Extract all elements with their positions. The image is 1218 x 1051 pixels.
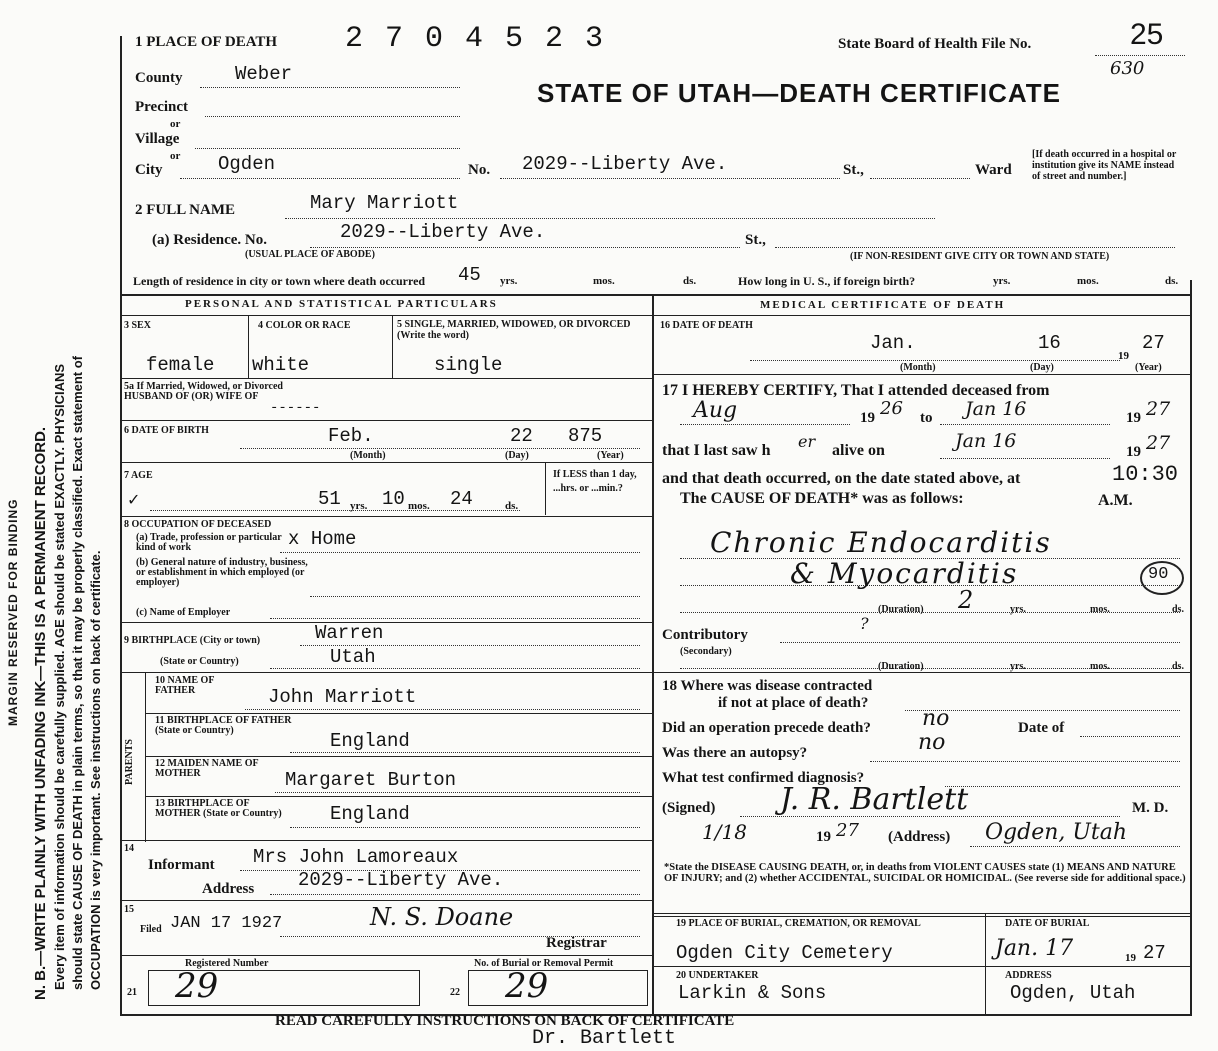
to-century: 19 [1126, 410, 1141, 426]
dob-year: 875 [568, 425, 603, 447]
file-no-2: 630 [1110, 58, 1145, 79]
duration-mos: mos. [1090, 604, 1110, 615]
age-days: 24 [450, 488, 473, 510]
age-mos-label: mos. [408, 500, 430, 512]
medical-heading: MEDICAL CERTIFICATE OF DEATH [760, 299, 1006, 311]
age-months: 10 [382, 488, 405, 510]
signed-century: 19 [816, 829, 831, 845]
yrs-label: yrs. [500, 275, 518, 287]
time-of-death: 10:30 [1112, 462, 1179, 487]
duration-yrs: yrs. [1010, 604, 1026, 615]
cause-label: The CAUSE OF DEATH* was as follows: [680, 490, 964, 507]
duration-label: (Duration) [878, 604, 924, 615]
mos-label: mos. [593, 275, 615, 287]
attended-to: Jan 16 [965, 398, 1027, 420]
residence-value: 2029--Liberty Ave. [340, 221, 546, 243]
precinct-label: Precinct [135, 99, 189, 115]
attended-from: Aug [693, 398, 738, 423]
registered-number-label: Registered Number [185, 958, 269, 969]
spouse-value: ------ [270, 400, 321, 416]
death-century: 19 [1118, 350, 1129, 362]
marital-value: single [434, 354, 503, 376]
margin-reserved: MARGIN RESERVED FOR BINDING [6, 498, 20, 726]
attended-to-year: 27 [1146, 398, 1171, 420]
death-month: Jan. [870, 332, 916, 354]
duration-value: 2 [958, 586, 974, 614]
item-22-number: 22 [450, 987, 460, 998]
burial-permit-box [468, 970, 648, 1006]
parents-label: PARENTS [124, 739, 135, 785]
registrar-label: Registrar [546, 935, 607, 951]
margin-nb: N. B.—WRITE PLAINLY WITH UNFADING INK—THIS IS A PERMANENT RECORD. [32, 426, 49, 1000]
contrib-yrs: yrs. [1010, 661, 1026, 672]
occupation-b-label: (b) General nature of industry, business, or establishment in which employed (or employer) [136, 557, 308, 588]
city-label: City [135, 162, 163, 178]
filed-label: Filed [140, 924, 162, 935]
birthplace-state-label: (State or Country) [160, 656, 239, 667]
to-label: to [920, 410, 933, 426]
county-label: County [135, 70, 183, 86]
cause-instructions-note: *State the DISEASE CAUSING DEATH, or, in deaths from VIOLENT CAUSES state (1) MEANS AND NATURE OF INJURY; and (2) whether ACCIDENTAL, SUICIDAL OR HOMICIDAL. (See reverse side for additional space.) [664, 862, 1186, 884]
autopsy-label: Was there an autopsy? [662, 745, 808, 761]
attended-from-year: 26 [880, 398, 903, 419]
sex-label: 3 SEX [124, 320, 151, 331]
death-day: 16 [1038, 332, 1061, 354]
duration-ds: ds. [1172, 604, 1184, 615]
cause-secondary-condition: & Myocarditis [790, 557, 1019, 590]
mother-birthplace-label: 13 BIRTHPLACE OF MOTHER (State or Country) [155, 798, 282, 819]
residence-label: (a) Residence. No. [152, 232, 267, 248]
certify-statement: 17 I HEREBY CERTIFY, That I attended deceased from [662, 382, 1050, 399]
informant-address-label: Address [202, 881, 255, 897]
or-label-2: or [170, 150, 181, 162]
father-value: John Marriott [268, 686, 417, 708]
contrib-ds: ds. [1172, 661, 1184, 672]
st-label: St., [843, 162, 864, 178]
margin-line4: OCCUPATION is very important. See instructions on back of certificate. [88, 550, 103, 990]
dob-month: Feb. [328, 425, 374, 447]
burial-place: Ogden City Cemetery [676, 942, 893, 964]
alive-century: 19 [1126, 444, 1141, 460]
full-name-label: 2 FULL NAME [135, 202, 236, 218]
age-label: 7 AGE [124, 470, 153, 481]
operation-date-label: Date of [1018, 720, 1065, 736]
certificate-title: STATE OF UTAH—DEATH CERTIFICATE [537, 78, 1061, 108]
age-years: 51 [318, 488, 341, 510]
spouse-label: 5a If Married, Widowed, or Divorced HUSBAND OF (OR) WIFE OF [124, 381, 283, 402]
informant-label: Informant [148, 857, 215, 873]
res-st-label: St., [745, 232, 766, 248]
marital-label: 5 SINGLE, MARRIED, WIDOWED, OR DIVORCED (Write the word) [397, 319, 631, 341]
autopsy-value: no [918, 730, 946, 755]
am-label: A.M. [1098, 492, 1133, 509]
file-no: 25 [1130, 18, 1164, 51]
color-label: 4 COLOR OR RACE [258, 320, 351, 331]
last-saw-pronoun: er [798, 432, 816, 451]
informant-value: Mrs John Lamoreaux [253, 846, 459, 868]
death-day-caption: (Day) [1030, 362, 1054, 373]
less-than-day-label: If LESS than 1 day, ...hrs. or ...min.? [553, 469, 637, 494]
death-year: 27 [1142, 332, 1165, 354]
signed-year: 27 [836, 820, 859, 841]
frame-right [1190, 280, 1192, 1016]
item-21-number: 21 [127, 987, 137, 998]
us-length-label: How long in U. S., if foreign birth? [738, 274, 916, 288]
us-ds-label: ds. [1165, 275, 1179, 287]
place-of-death-label: 1 PLACE OF DEATH [135, 34, 278, 50]
occupation-a-label: (a) Trade, profession or particular kind of work [136, 532, 282, 553]
footer-doctor: Dr. Bartlett [532, 1027, 677, 1050]
death-occurred-label: and that death occurred, on the date stated above, at [662, 470, 1021, 487]
burial-permit-number: 29 [505, 966, 549, 1006]
contributory-value: ? [860, 614, 869, 633]
file-no-label: State Board of Health File No. [838, 36, 1032, 52]
dob-day-caption: (Day) [505, 450, 529, 461]
physician-signature: J. R. Bartlett [780, 782, 969, 817]
nonresident-note: (IF NON-RESIDENT GIVE CITY OR TOWN AND STATE) [850, 251, 1110, 262]
village-label: Village [135, 131, 180, 147]
age-ds-label: ds. [505, 500, 519, 512]
us-yrs-label: yrs. [993, 275, 1011, 287]
burial-date-label: DATE OF BURIAL [1005, 918, 1090, 929]
alive-on-year: 27 [1146, 432, 1171, 454]
dob-label: 6 DATE OF BIRTH [124, 425, 209, 436]
cause-code: 90 [1148, 565, 1169, 584]
birthplace-state: Utah [330, 646, 376, 668]
from-century: 19 [860, 410, 875, 426]
contrib-duration-label: (Duration) [878, 661, 924, 672]
sex-value: female [146, 354, 215, 376]
signed-date: 1/18 [702, 820, 747, 844]
county-value: Weber [235, 63, 293, 85]
where-contracted-label-2: if not at place of death? [718, 695, 869, 711]
registered-number: 29 [175, 966, 219, 1006]
ward-label: Ward [975, 162, 1012, 178]
certificate-stamp-number: 2 7 0 4 5 2 3 [345, 22, 606, 56]
mother-birthplace: England [330, 803, 410, 825]
physician-address: Ogden, Utah [985, 820, 1128, 845]
footer-instructions: READ CAREFULLY INSTRUCTIONS ON BACK OF CERTIFICATE [275, 1013, 735, 1029]
dob-month-caption: (Month) [350, 450, 386, 461]
father-label: 10 NAME OF FATHER [155, 675, 215, 696]
contrib-mos: mos. [1090, 661, 1110, 672]
dob-day: 22 [510, 425, 533, 447]
usual-abode-note: (USUAL PLACE OF ABODE) [245, 249, 375, 260]
center-divider [652, 294, 654, 1016]
occupation-value: x Home [288, 528, 357, 550]
ward-note: [If death occurred in a hospital or institution give its NAME instead of street and number.] [1032, 149, 1177, 182]
secondary-label: (Secondary) [680, 646, 732, 657]
md-label: M. D. [1132, 800, 1169, 816]
full-name-value: Mary Marriott [310, 192, 459, 214]
alive-on-label: alive on [832, 442, 885, 459]
burial-year: 27 [1143, 942, 1166, 964]
burial-century: 19 [1125, 952, 1136, 964]
residence-length-label: Length of residence in city or town where death occurred [133, 274, 426, 288]
undertaker-address: Ogden, Utah [1010, 982, 1136, 1004]
operation-label: Did an operation precede death? [662, 720, 871, 736]
test-confirmed-label: What test confirmed diagnosis? [662, 770, 865, 786]
burial-permit-label: No. of Burial or Removal Permit [474, 958, 614, 969]
dob-year-caption: (Year) [597, 450, 624, 461]
registrar-signature: N. S. Doane [370, 903, 514, 931]
birthplace-label: 9 BIRTHPLACE (City or town) [124, 635, 261, 646]
operation-value: no [922, 706, 950, 731]
burial-date: Jan. 17 [995, 936, 1074, 961]
mother-label: 12 MAIDEN NAME OF MOTHER [155, 758, 259, 779]
employer-label: (c) Name of Employer [136, 607, 231, 618]
informant-address: 2029--Liberty Ave. [298, 869, 504, 891]
ds-label: ds. [683, 275, 697, 287]
undertaker-value: Larkin & Sons [678, 982, 827, 1004]
margin-line2: Every item of information should be carefully supplied. AGE should be stated EXACTLY. PHYSICIANS [52, 363, 67, 990]
undertaker-label: 20 UNDERTAKER [676, 970, 759, 981]
signed-label: (Signed) [662, 800, 716, 816]
us-mos-label: mos. [1077, 275, 1099, 287]
margin-line3: should state CAUSE OF DEATH in plain terms, so that it may be properly classified. Exact statement of [70, 355, 85, 990]
mother-value: Margaret Burton [285, 769, 457, 791]
undertaker-address-label: ADDRESS [1005, 970, 1052, 981]
contributory-label: Contributory [662, 627, 748, 643]
death-month-caption: (Month) [900, 362, 936, 373]
birthplace-city: Warren [315, 622, 384, 644]
age-yrs-label: yrs. [350, 500, 368, 512]
frame-left [120, 36, 122, 1016]
alive-on-date: Jan 16 [955, 430, 1017, 452]
item-15-number: 15 [124, 904, 134, 915]
death-certificate: MARGIN RESERVED FOR BINDING N. B.—WRITE PLAINLY WITH UNFADING INK—THIS IS A PERMANENT RECORD. Every item of information should be carefully supplied. AGE should be stated EXACTLY. PHYSICIANS should state CAUSE OF DEATH in plain terms, so that it may be properly classified. Exact statement of OCCUPATION is very important. See instructions on back of certificate. 1 PLACE OF DEATH 2 7 0 4 5 2 3 State Board of Health File No. 25 630 STATE OF UTAH—DEATH CERTIFICATE County Weber Precinct or Village or City Ogden No. 2029--Liberty Ave. St., Ward [If death occurred in a hospital or institution give its NAME instead of street and number.] 2 FULL NAME Mary Marriott (a) Residence. No. 2029--Liberty Ave. St., (USUAL PLACE OF ABODE) (IF NON-RESIDENT GIVE CITY OR TOWN AND STATE) Length of residence in city or town where death occurred 45 yrs. mos. ds. How long in U. S., if foreign birth? yrs. mos. ds. PERSONAL AND STATISTICAL PARTICULARS MEDICAL CERTIFICATE OF DEATH 3 SEX female 4 COLOR OR RACE white 5 SINGLE, MARRIED, WIDOWED, OR DIVORCED (Write the word) single 5a If Married, Widowed, or Divorced HUSBAND OF (OR) WIFE OF ------ 6 DATE OF BIRTH Feb. 22 875 (Month) (Day) (Year) 7 AGE ✓ 51 yrs. 10 mos. 24 ds. If LESS than 1 day, ...hrs. or ...min.? 8 OCCUPATION OF DECEASED (a) Trade, profession or particular kind of work x Home (b) General nature of industry, business, or establishment in which employed (or employer) (c) Name of Employer 9 BIRTHPLACE (City or town) Warren (State or Country) Utah PARENTS 10 NAME OF FATHER John Marriott 11 BIRTHPLACE OF FATHER (State or Country) England 12 MAIDEN NAME OF MOTHER Margaret Burton 13 BIRTHPLACE OF MOTHER (State or Country) England 14 Informant Mrs John Lamoreaux Address 2029--Liberty Ave. 15 Filed JAN 17 1927 N. S. Doane Registrar Registered Number No. of Burial or Removal Permit 21 29 22 29 16 DATE OF DEATH Jan. 16 19 27 (Month) (Day) (Year) 17 I HEREBY CERTIFY, That I attended deceased from Aug 19 26 to Jan 16 19 27 that I last saw h er alive on Jan 16 19 27 and that death occurred, on the date stated above, at 10:30 The CAUSE OF DEATH* was as follows: A.M. Chronic Endocarditis & Myocarditis 90 (Duration) 2 yrs. mos. ds. Contributory (Secondary) ? (Duration) yrs. mos. ds. 18 Where was disease contracted if not at place of death? Did an operation precede death? no Date of Was there an autopsy? no What test confirmed diagnosis? (Signed) J. R. Bartlett M. D. 1/18 19 27 (Address) Ogden, Utah *State the DISEASE CAUSING DEATH, or, in deaths from VIOLENT CAUSES state (1) MEANS AND NATURE OF INJURY; and (2) whether ACCIDENTAL, SUICIDAL OR HOMICIDAL. (See reverse side for additional space.) 19 PLACE OF BURIAL, CREMATION, OR REMOVAL Ogden City Cemetery DATE OF BURIAL Jan. 17 19 27 20 UNDERTAKER Larkin & Sons ADDRESS Ogden, Utah READ CAREFULLY INSTRUCTIONS ON BACK OF CERTIFICATE Dr. Bartlett [0, 0, 1218, 1051]
color-value: white [252, 354, 310, 376]
or-label-1: or [170, 118, 181, 130]
physician-address-label: (Address) [888, 829, 951, 845]
street-value: 2029--Liberty Ave. [522, 153, 728, 175]
personal-heading: PERSONAL AND STATISTICAL PARTICULARS [185, 298, 498, 310]
death-year-caption: (Year) [1135, 362, 1162, 373]
occupation-label: 8 OCCUPATION OF DECEASED [124, 519, 272, 530]
residence-years: 45 [458, 264, 481, 286]
cause-primary: Chronic Endocarditis [710, 526, 1052, 559]
father-birthplace-label: 11 BIRTHPLACE OF FATHER (State or Country) [155, 715, 292, 736]
city-value: Ogden [218, 153, 276, 175]
burial-place-label: 19 PLACE OF BURIAL, CREMATION, OR REMOVAL [676, 918, 921, 929]
where-contracted-label: 18 Where was disease contracted [662, 678, 873, 694]
item-14-number: 14 [124, 843, 134, 854]
filed-date: JAN 17 1927 [170, 914, 283, 933]
last-saw-label: that I last saw h [662, 442, 771, 459]
father-birthplace: England [330, 730, 410, 752]
street-no-label: No. [468, 162, 491, 178]
date-of-death-label: 16 DATE OF DEATH [660, 320, 753, 331]
